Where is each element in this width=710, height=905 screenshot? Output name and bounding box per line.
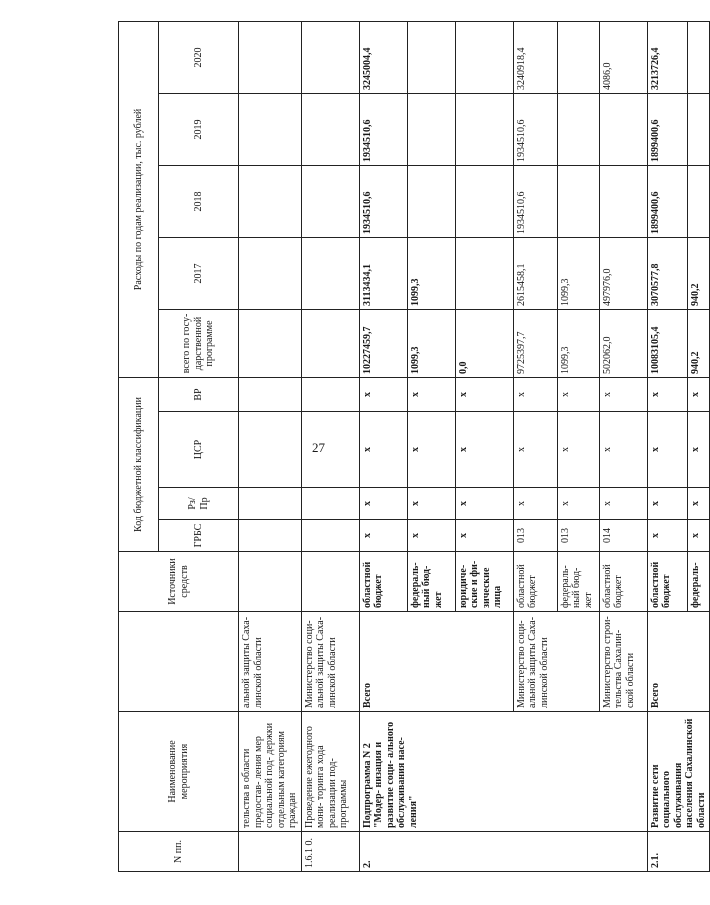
row-total: 10083105,4 (647, 309, 687, 377)
header-2019: 2019 (159, 93, 239, 165)
row-source: федераль- ный бюд- жет (407, 552, 455, 612)
row-name: Подпрограмма N 2 "Модер- низация и развитие соци- ального обслуживания насе- ления" (359, 712, 647, 832)
row-2018: 1899400,6 (647, 165, 687, 237)
row-grbs: х (647, 520, 687, 552)
row-2018 (687, 165, 709, 237)
row-total: 1099,3 (407, 309, 455, 377)
budget-table (118, 21, 710, 872)
row-2019 (599, 93, 647, 165)
row-executor: Министерство соци- альной защиты Саха- линской области (301, 612, 359, 712)
row-total: 1099,3 (557, 309, 599, 377)
table-row (239, 21, 302, 871)
row-2018 (407, 165, 455, 237)
row-2020 (239, 21, 302, 93)
row-rzpr: х (557, 488, 599, 520)
row-total: 9725397,7 (513, 309, 557, 377)
row-2020 (407, 21, 455, 93)
row-2019 (687, 93, 709, 165)
header-2017: 2017 (159, 237, 239, 309)
row-csr (239, 412, 302, 488)
row-2019: 1934510,6 (359, 93, 407, 165)
row-csr: х (647, 412, 687, 488)
row-rzpr: х (407, 488, 455, 520)
row-rzpr: х (687, 488, 709, 520)
row-grbs (301, 520, 359, 552)
row-2017: 940,2 (687, 237, 709, 309)
row-vr: х (513, 377, 557, 411)
row-2017: 497976,0 (599, 237, 647, 309)
row-2018 (239, 165, 302, 237)
row-2017 (301, 237, 359, 309)
row-2020: 4086,0 (599, 21, 647, 93)
row-csr: х (557, 412, 599, 488)
row-executor: Министерство строи- тельства Сахалин- ской области (599, 612, 647, 712)
row-2020: 3240918,4 (513, 21, 557, 93)
header-rzpr: Рз/ Пр (159, 488, 239, 520)
row-vr: х (557, 377, 599, 411)
row-name: Развитие сети социального обслуживания населения Сахалинской области (647, 712, 710, 832)
row-2018 (599, 165, 647, 237)
header-name: Наименование мероприятия (119, 712, 239, 832)
row-2019 (407, 93, 455, 165)
row-executor: Министерство соци- альной защиты Саха- линской области (513, 612, 599, 712)
row-2020 (687, 21, 709, 93)
row-num (239, 832, 302, 872)
row-2017: 3070577,8 (647, 237, 687, 309)
page-number: 27 (312, 440, 325, 455)
row-2020 (455, 21, 513, 93)
header-csr: ЦСР (159, 412, 239, 488)
row-grbs: 013 (513, 520, 557, 552)
row-total: 502062,0 (599, 309, 647, 377)
row-total (239, 309, 302, 377)
row-vr: х (407, 377, 455, 411)
row-grbs: х (687, 520, 709, 552)
row-vr (301, 377, 359, 411)
row-grbs: х (455, 520, 513, 552)
row-vr: х (599, 377, 647, 411)
row-total (301, 309, 359, 377)
table-row (301, 21, 359, 871)
row-2019 (557, 93, 599, 165)
row-source (301, 552, 359, 612)
header-2018: 2018 (159, 165, 239, 237)
header-source: Источники средств (119, 552, 239, 612)
table-row (647, 21, 687, 871)
row-csr: х (687, 412, 709, 488)
header-executor (119, 612, 239, 712)
row-rzpr: х (599, 488, 647, 520)
row-rzpr (239, 488, 302, 520)
row-2017: 1099,3 (407, 237, 455, 309)
row-num: 2.1. (647, 832, 710, 872)
row-csr (301, 412, 359, 488)
row-2018: 1934510,6 (359, 165, 407, 237)
header-vr: ВР (159, 377, 239, 411)
row-source: областной бюджет (359, 552, 407, 612)
row-executor: Всего (359, 612, 513, 712)
header-total: всего по госу- дарственной программе (159, 309, 239, 377)
row-source: федераль- ный бюд- жет (557, 552, 599, 612)
row-total: 940,2 (687, 309, 709, 377)
header-expenses-group: Расходы по годам реализации, тыс. рублей (119, 21, 159, 377)
budget-table-page (118, 47, 707, 872)
row-2019: 1899400,6 (647, 93, 687, 165)
table-row (359, 21, 407, 871)
row-source: областной бюджет (647, 552, 687, 612)
header-kbk-group: Код бюджетной классификации (119, 377, 159, 551)
row-2017 (455, 237, 513, 309)
row-vr: х (687, 377, 709, 411)
row-csr: х (513, 412, 557, 488)
row-csr: х (359, 412, 407, 488)
row-executor: альной защиты Саха- линской области (239, 612, 302, 712)
row-csr: х (599, 412, 647, 488)
row-name: тельства в области предостав- ления мер социальной под- держки отдельным категориям граждан (239, 712, 302, 832)
row-2018 (301, 165, 359, 237)
row-vr: х (359, 377, 407, 411)
row-2017 (239, 237, 302, 309)
row-2020 (301, 21, 359, 93)
row-2020: 3213726,4 (647, 21, 687, 93)
row-grbs (239, 520, 302, 552)
row-rzpr: х (455, 488, 513, 520)
row-2018: 1934510,6 (513, 165, 557, 237)
row-csr: х (407, 412, 455, 488)
row-num: 2. (359, 832, 647, 872)
header-2020: 2020 (159, 21, 239, 93)
row-rzpr: х (513, 488, 557, 520)
row-2017: 3113434,1 (359, 237, 407, 309)
row-csr: х (455, 412, 513, 488)
row-source: юридиче- ские и фи- зические лица (455, 552, 513, 612)
row-2019 (301, 93, 359, 165)
row-2020 (557, 21, 599, 93)
row-2017: 1099,3 (557, 237, 599, 309)
row-2019 (455, 93, 513, 165)
row-total: 0,0 (455, 309, 513, 377)
row-num: 1.6.1 0. (301, 832, 359, 872)
row-rzpr (301, 488, 359, 520)
row-grbs: х (407, 520, 455, 552)
row-vr: х (647, 377, 687, 411)
row-grbs: 014 (599, 520, 647, 552)
row-rzpr: х (359, 488, 407, 520)
row-total: 10227459,7 (359, 309, 407, 377)
row-2017: 2615458,1 (513, 237, 557, 309)
row-vr: х (455, 377, 513, 411)
row-source: федераль- (687, 552, 709, 612)
row-rzpr: х (647, 488, 687, 520)
row-grbs: 013 (557, 520, 599, 552)
row-grbs: х (359, 520, 407, 552)
row-2018 (557, 165, 599, 237)
header-grbs: ГРБС (159, 520, 239, 552)
row-source: областной бюджет (599, 552, 647, 612)
row-2020: 3245004,4 (359, 21, 407, 93)
row-source (239, 552, 302, 612)
row-2019: 1934510,6 (513, 93, 557, 165)
row-source: областной бюджет (513, 552, 557, 612)
row-2018 (455, 165, 513, 237)
header-num: N пп. (119, 832, 239, 872)
row-executor: Всего (647, 612, 710, 712)
row-2019 (239, 93, 302, 165)
row-name: Проведение ежегодного мони- торинга хода реализации под- программы (301, 712, 359, 832)
row-vr (239, 377, 302, 411)
